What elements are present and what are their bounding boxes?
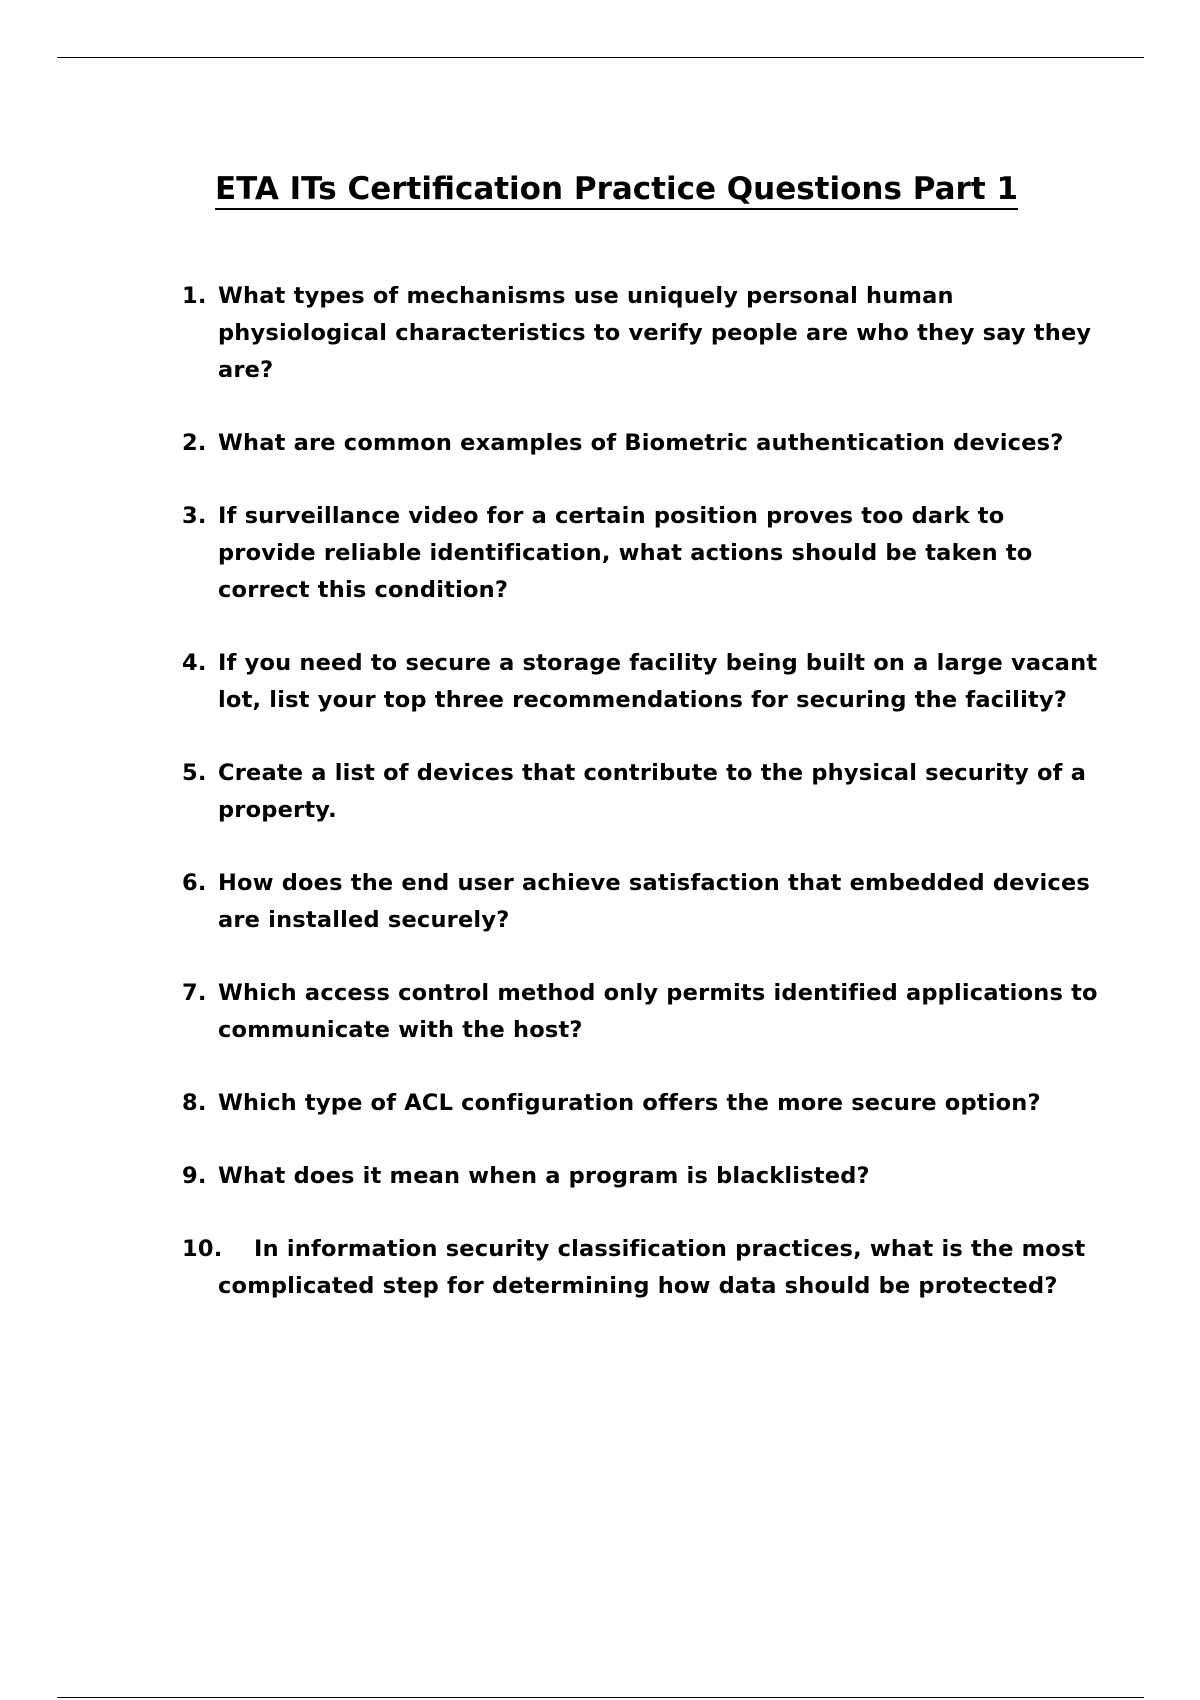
question-number: 3. bbox=[182, 503, 207, 529]
question-number: 6. bbox=[182, 870, 207, 896]
question-number: 10. bbox=[182, 1236, 223, 1262]
question-text: How does the end user achieve satisfaction that embedded devices are installed securely? bbox=[218, 870, 1090, 933]
question-item bbox=[182, 278, 1102, 389]
question-text: What are common examples of Biometric authentication devices? bbox=[218, 430, 1064, 456]
question-text: Create a list of devices that contribute to the physical security of a property. bbox=[218, 760, 1087, 823]
question-item bbox=[182, 425, 1102, 462]
page-title bbox=[0, 169, 1200, 209]
question-item bbox=[182, 865, 1102, 939]
question-number: 1. bbox=[182, 283, 207, 309]
question-text: What does it mean when a program is blacklisted? bbox=[218, 1163, 870, 1189]
question-text: If surveillance video for a certain position proves too dark to provide reliable identification, what actions should be taken to correct this condition? bbox=[218, 503, 1033, 603]
question-number: 5. bbox=[182, 760, 207, 786]
question-number: 2. bbox=[182, 430, 207, 456]
question-item bbox=[182, 1085, 1102, 1122]
question-number: 4. bbox=[182, 650, 207, 676]
question-number: 9. bbox=[182, 1163, 207, 1189]
question-text: Which access control method only permits identified applications to communicate with the host? bbox=[218, 980, 1098, 1043]
question-item bbox=[182, 498, 1102, 609]
question-item bbox=[182, 975, 1102, 1049]
bottom-rule bbox=[57, 1697, 1144, 1698]
question-text: In information security classification practices, what is the most complicated step for determining how data should be protected? bbox=[218, 1236, 1086, 1299]
question-text: If you need to secure a storage facility being built on a large vacant lot, list your top three recommendations for securing the facility? bbox=[218, 650, 1098, 713]
question-text: Which type of ACL configuration offers the more secure option? bbox=[218, 1090, 1041, 1116]
question-number: 7. bbox=[182, 980, 207, 1006]
page-title-text: ETA ITs Certification Practice Questions Part 1 bbox=[215, 171, 1018, 210]
question-text: What types of mechanisms use uniquely personal human physiological characteristics to verify people are who they say they are? bbox=[218, 283, 1092, 383]
question-item bbox=[182, 645, 1102, 719]
question-number: 8. bbox=[182, 1090, 207, 1116]
question-item bbox=[182, 755, 1102, 829]
question-item bbox=[182, 1158, 1102, 1195]
question-item bbox=[182, 1231, 1102, 1305]
top-rule bbox=[57, 57, 1144, 58]
question-list bbox=[182, 278, 1102, 1341]
